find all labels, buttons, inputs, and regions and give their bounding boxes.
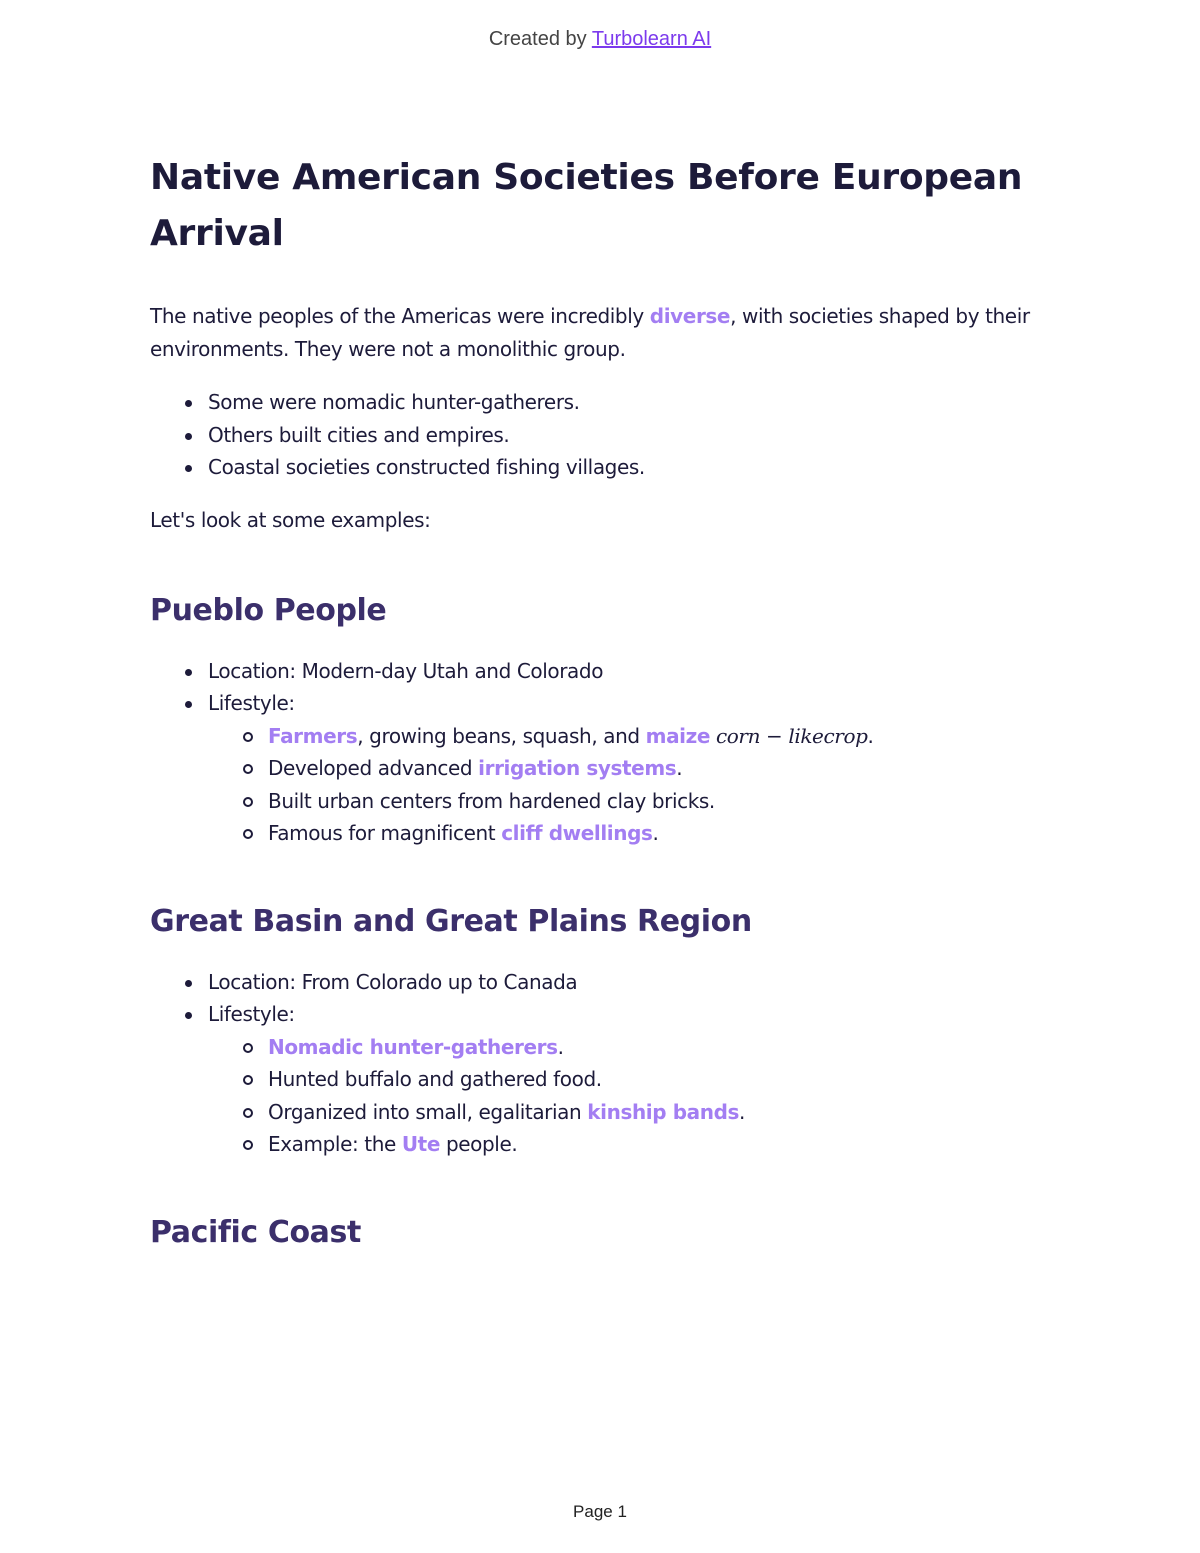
list-item-irrigation <box>268 752 1050 785</box>
maize-math-text: corn − likecrop <box>710 723 868 748</box>
intro-list <box>150 386 1050 484</box>
turbolearn-link[interactable]: Turbolearn AI <box>591 28 712 50</box>
list-item-lifestyle <box>208 687 1050 850</box>
list-item-farmers <box>268 720 1050 753</box>
list-item-kinship <box>268 1096 1050 1129</box>
ute-end: people. <box>440 1132 518 1156</box>
highlight-cliff-dwellings: cliff dwellings <box>501 821 653 845</box>
list-item-location: Location: Modern-day Utah and Colorado <box>208 655 1050 688</box>
lifestyle-label: Lifestyle: <box>208 1002 295 1026</box>
list-item: Coastal societies constructed fishing villages. <box>208 451 1050 484</box>
intro-paragraph <box>150 300 1050 366</box>
list-item-urban: Built urban centers from hardened clay bricks. <box>268 785 1050 818</box>
farmers-text: , growing beans, squash, and <box>357 723 646 748</box>
basin-list <box>150 966 1050 1161</box>
list-item: Some were nomadic hunter-gatherers. <box>208 386 1050 419</box>
highlight-maize: maize <box>645 723 711 748</box>
cliff-text: Famous for magnificent <box>268 821 502 845</box>
kinship-text: Organized into small, egalitarian <box>268 1099 588 1124</box>
highlight-farmers: Farmers <box>268 723 358 748</box>
heading-pueblo-people: Pueblo People <box>150 592 387 628</box>
list-item-location: Location: From Colorado up to Canada <box>208 966 1050 999</box>
irrigation-end: . <box>676 756 683 780</box>
list-item-buffalo: Hunted buffalo and gathered food. <box>268 1063 1050 1096</box>
list-item-nomadic <box>268 1031 1050 1064</box>
list-item-lifestyle <box>208 998 1050 1161</box>
maize-end: . <box>867 723 874 748</box>
intro-text-before: The native peoples of the Americas were incredibly <box>150 304 650 328</box>
heading-great-basin: Great Basin and Great Plains Region <box>150 903 752 939</box>
examples-text: Let's look at some examples: <box>150 507 431 532</box>
list-item-cliff <box>268 817 1050 850</box>
list-item-ute <box>268 1128 1050 1161</box>
irrigation-text: Developed advanced <box>268 756 479 780</box>
page-header <box>0 28 1200 51</box>
basin-lifestyle-list <box>208 1031 1050 1161</box>
pueblo-list <box>150 655 1050 850</box>
document-content <box>150 150 1050 1277</box>
nomadic-end: . <box>557 1034 564 1059</box>
highlight-ute: Ute <box>401 1132 441 1156</box>
page-number: Page 1 <box>573 1502 627 1521</box>
kinship-end: . <box>739 1099 745 1124</box>
heading-pacific-coast: Pacific Coast <box>150 1214 361 1250</box>
ute-text: Example: the <box>268 1132 402 1156</box>
list-item: Others built cities and empires. <box>208 419 1050 452</box>
page-title: Native American Societies Before European Arrival <box>150 157 1023 254</box>
lifestyle-label: Lifestyle: <box>208 691 295 715</box>
intro-text-after: , with societies shaped by their environments. They were not a monolithic group. <box>150 304 1030 361</box>
pueblo-lifestyle-list <box>208 720 1050 850</box>
created-by-label: Created by <box>488 28 592 50</box>
highlight-nomadic-hunter-gatherers: Nomadic hunter-gatherers <box>268 1034 558 1059</box>
highlight-diverse: diverse <box>649 304 731 328</box>
highlight-irrigation-systems: irrigation systems <box>478 756 677 780</box>
cliff-end: . <box>652 821 659 845</box>
highlight-kinship-bands: kinship bands <box>587 1099 739 1124</box>
